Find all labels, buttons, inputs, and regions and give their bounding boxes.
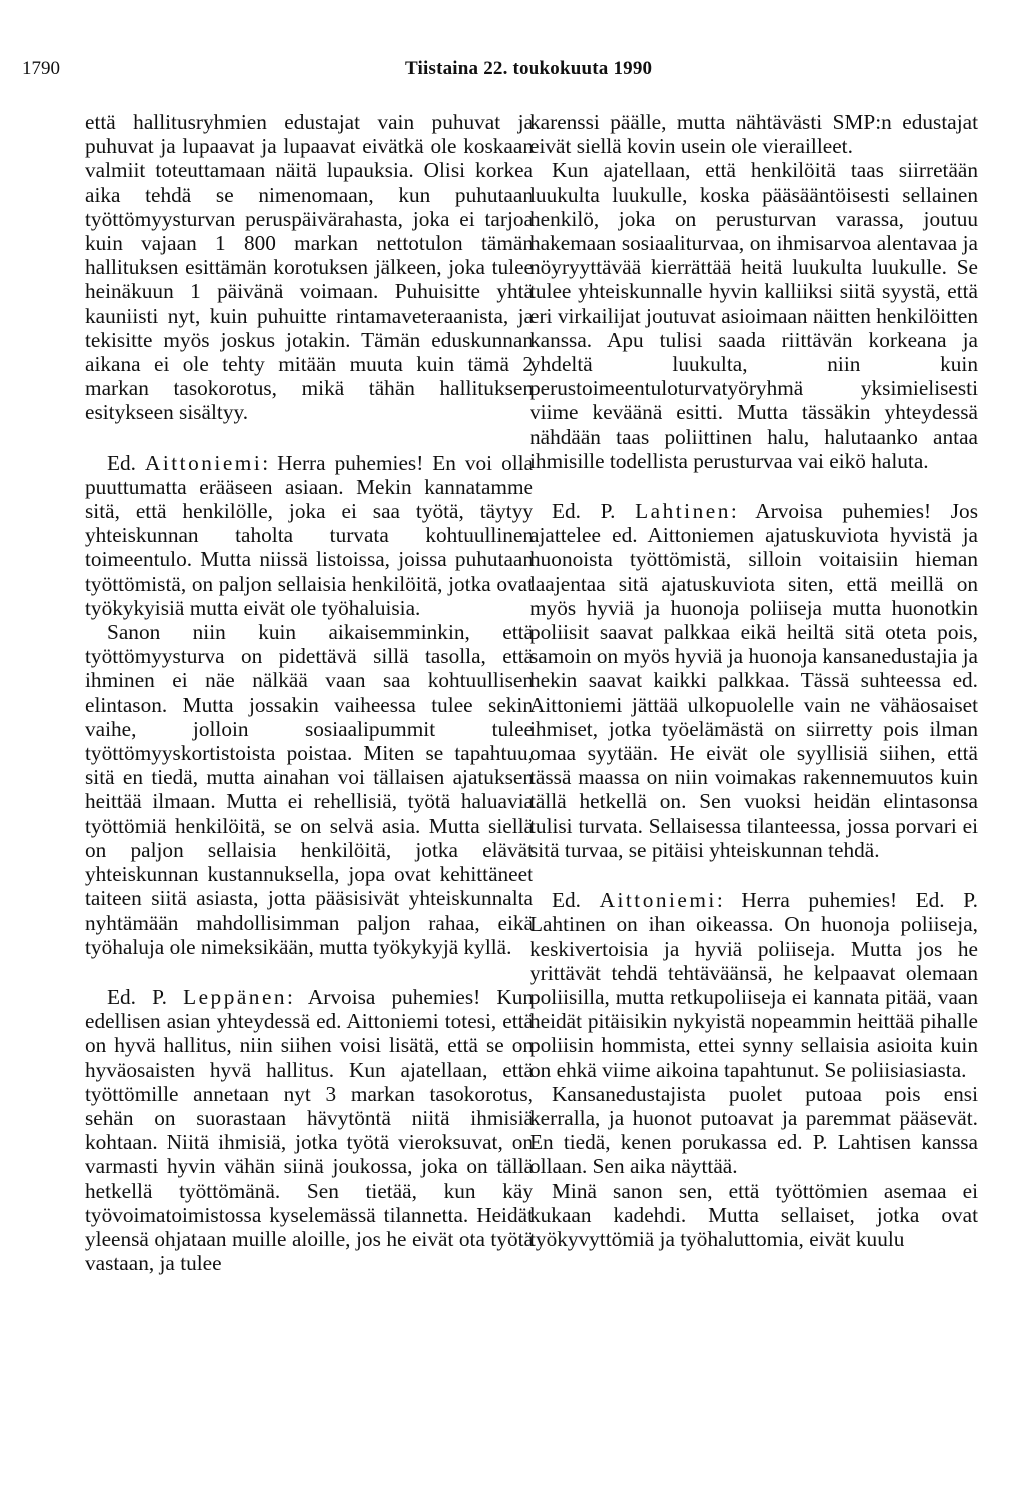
speaker-prefix: Ed. P. xyxy=(107,984,167,1009)
speaker-prefix: Ed. xyxy=(107,450,136,475)
speaker-name: Leppänen xyxy=(183,984,288,1009)
speaker-name: Aittoniemi xyxy=(144,450,263,475)
paragraph: että hallitusryhmien edustajat vain puhuvat ja puhuvat ja lupaavat ja lupaavat eivätkä ole koskaan valmiit toteuttamaan näitä lupauksia. Olisi korkea aika tehdä se nimenomaan, kun puhutaan työttömyysturvan peruspäivärahasta, joka ei tarjoa kuin vajaan 1 800 markan nettotulon tämän hallituksen esittämän korotuksen jälkeen, joka tulee heinäkuun 1 päivänä voimaan. Puhuisitte yhtä kauniisti nyt, kuin puhuitte rintamaveteraanista, ja tekisitte myös joskus jotakin. Tämän eduskunnan aikana ei ole tehty mitään muuta kuin tämä 2 markan tasokorotus, mikä tähän hallituksen esitykseen sisältyy. xyxy=(85,110,533,425)
speaker-prefix: Ed. P. xyxy=(552,499,616,524)
paragraph: Minä sanon sen, että työttömien asemaa ei kukaan kadehdi. Mutta sellaiset, jotka ovat työkyvyttömiä ja työhaluttomia, eivät kuulu xyxy=(530,1178,978,1251)
speech-text: : Arvoisa puhemies! Kun edellisen asian yhteydessä ed. Aittoniemi totesi, että on hyvä hallitus, niin siihen voisi lisätä, että se on hyväosaisten hyvä hallitus. Kun ajatellaan, että työttömille annetaan nyt 3 markan tasokorotus, sehän on suorastaan hävytöntä niitä ihmisiä kohtaan. Niitä ihmisiä, jotka työtä vieroksuvat, on varmasti hyvin vähän siinä joukossa, joka on tällä hetkellä työttömänä. Sen tietää, kun käy työvoimatoimistossa kyselemässä tilannetta. Heidät yleensä ohjataan muille aloille, jos he eivät ota työtä vastaan, ja tulee xyxy=(85,984,534,1276)
speech-paragraph xyxy=(530,499,978,862)
speaker-prefix: Ed. xyxy=(552,888,581,913)
speech-paragraph xyxy=(530,888,978,1082)
paragraph: Kansanedustajista puolet putoaa pois ensi kerralla, ja huonot putoavat ja paremmat pääsevät. En tiedä, kenen porukassa ed. P. Lahtisen kanssa ollaan. Sen aika näyttää. xyxy=(530,1081,978,1179)
speech-text: : Arvoisa puhemies! Jos ajattelee ed. Aittoniemen ajatuskuviota hyvistä ja huonoista työttömistä, silloin voitaisiin hieman laajentaa sitä ajatuskuviota siten, että meillä on myös hyviä ja huonoja poliiseja mutta huonotkin poliisit saavat palkkaa eikä heiltä sitä oteta pois, samoin on myös hyviä ja huonoja kansanedustajia ja hekin saavat kaikki palkkaa. Tässä suhteessa ed. Aittoniemi jättää ulkopuolelle vain ne vähäosaiset ihmiset, jotka työelämästä on siirretty pois ilman omaa syytään. He eivät ole syyllisiä siihen, että tässä maassa on niin voimakas rakennemuutos kuin tällä hetkellä on. Sen vuoksi heidän elintasonsa tulisi turvata. Sellaisessa tilanteessa, jossa porvari ei sitä turvaa, se pitäisi yhteiskunnan tehdä. xyxy=(530,499,978,862)
left-column xyxy=(85,110,533,1275)
paragraph: Sanon niin kuin aikaisemminkin, että työttömyysturva on pidettävä sillä tasolla, että ihminen ei näe nälkää vaan saa kohtuullisen elintason. Mutta jossakin vaiheessa tulee sekin vaihe, jolloin sosiaalipummit tulee työttömyyskortistoista poistaa. Miten se tapahtuu, sitä en tiedä, mutta ainahan voi tällaisen ajatuksen heittää ilmaan. Mutta ei rehellisiä, työtä haluavia työttömiä henkilöitä, se on selvä asia. Mutta siellä on paljon sellaisia henkilöitä, jotka elävät yhteiskunnan kustannuksella, jopa ovat kehittäneet taiteen siitä asiasta, jotta pääsisivät yhteiskunnalta nyhtämään mahdollisimman paljon rahaa, eikä työhaluja ole nimeksikään, mutta työkykyjä kyllä. xyxy=(85,620,533,959)
paragraph: karenssi päälle, mutta nähtävästi SMP:n edustajat eivät siellä kovin usein ole vierailleet. xyxy=(530,110,978,159)
speech-text: : Herra puhemies! En voi olla puuttumatta erääseen asiaan. Mekin kannatamme sitä, että henkilölle, joka ei saa työtä, täytyy yhteiskunnan taholta turvata kohtuullinen toimeentulo. Mutta niissä listoissa, joissa puhutaan työttömistä, on paljon sellaisia henkilöitä, jotka ovat työkykyisiä mutta eivät ole työhaluisia. xyxy=(85,450,534,620)
page-header xyxy=(22,58,1002,88)
paragraph: Kun ajatellaan, että henkilöitä taas siirretään luukulta luukulle, koska pääsääntöisesti sellainen henkilö, joka on perusturvan varassa, joutuu hakemaan sosiaaliturvaa, on ihmisarvoa alentavaa ja nöyryyttävää kierrättää heitä luukulta luukulle. Se tulee yhteiskunnalle hyvin kalliiksi siitä syystä, että eri virkailijat joutuvat asioimaan näitten henkilöitten kanssa. Apu tulisi saada riittävän korkeana ja yhdeltä luukulta, niin kuin perustoimeentuloturvatyöryhmä yksimielisesti viime keväänä esitti. Mutta tässäkin yhteydessä nähdään taas poliittinen halu, halutaanko antaa ihmisille todellista perusturvaa vai eikö haluta. xyxy=(530,158,978,473)
page-number: 1790 xyxy=(22,58,60,79)
speech-paragraph xyxy=(85,985,533,1275)
running-head: Tiistaina 22. toukokuuta 1990 xyxy=(405,58,653,79)
speaker-name: Lahtinen xyxy=(635,499,731,524)
right-column xyxy=(530,110,978,1251)
speech-text: : Herra puhemies! Ed. P. Lahtinen on ihan oikeassa. On huonoja poliiseja, keskivertoisia ja hyviä poliiseja. Mutta jos he yrittävät tehdä tehtäväänsä, he kelpaavat olemaan poliisilla, mutta retkupoliiseja ei kannata pitää, vaan heidät pitäisikin nykyistä nopeammin heittää pihalle poliisin hommista, ettei synny sellaisia asioita kuin on ehkä viime aikoina tapahtunut. Se poliisiasiasta. xyxy=(530,888,979,1082)
speech-paragraph xyxy=(85,451,533,620)
speaker-name: Aittoniemi xyxy=(599,888,717,913)
